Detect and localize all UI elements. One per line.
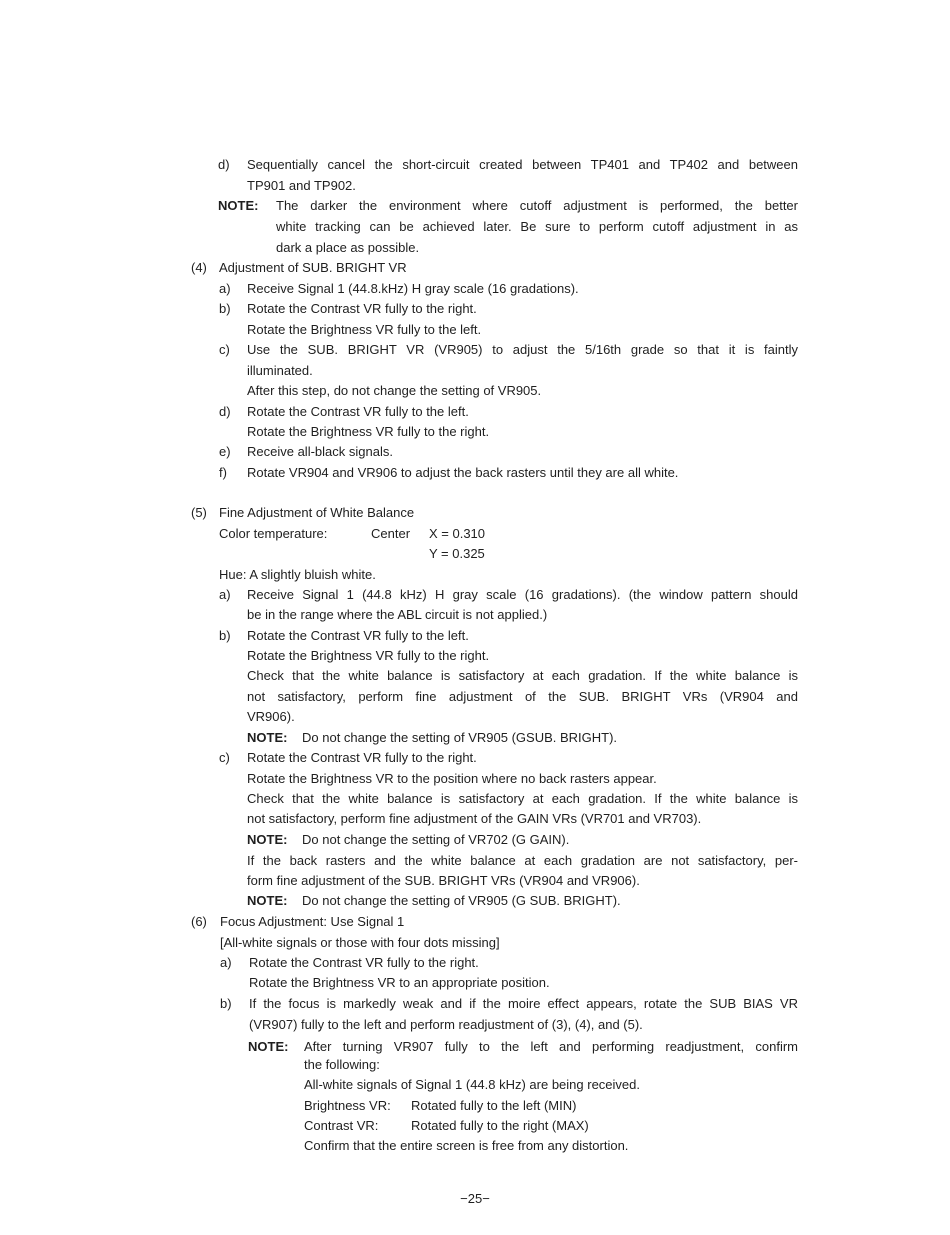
item-label: c) <box>219 342 230 357</box>
note-text: white tracking can be achieved later. Be sure to perform cutoff adjustment in as <box>276 219 798 234</box>
note-text: the following: <box>304 1057 380 1072</box>
note-label: NOTE: <box>247 832 288 847</box>
page-number: −25− <box>460 1191 490 1206</box>
item-text: Rotate the Contrast VR fully to the left. <box>247 628 469 643</box>
item-text: form fine adjustment of the SUB. BRIGHT VRs (VR904 and VR906). <box>247 873 640 888</box>
item-label: d) <box>219 404 231 419</box>
item-label: b) <box>219 301 231 316</box>
item-text: (VR907) fully to the left and perform readjustment of (3), (4), and (5). <box>249 1017 643 1032</box>
item-label: a) <box>219 281 231 296</box>
section-subtitle: [All-white signals or those with four dots missing] <box>220 935 500 950</box>
section-title: Adjustment of SUB. BRIGHT VR <box>219 260 407 275</box>
note-text: Do not change the setting of VR905 (G SUB. BRIGHT). <box>302 893 621 908</box>
item-label: c) <box>219 750 230 765</box>
x-value: X = 0.310 <box>429 526 486 541</box>
item-text: Rotate the Contrast VR fully to the right. <box>249 955 479 970</box>
center-label: Center <box>371 526 411 541</box>
item-text: If the focus is markedly weak and if the moire effect appears, rotate the SUB BIAS VR <box>249 996 798 1011</box>
color-temp-label: Color temperature: <box>219 526 328 541</box>
note-text: The darker the environment where cutoff adjustment is performed, the better <box>276 198 798 213</box>
item-text: Sequentially cancel the short-circuit created between TP401 and TP402 and between <box>247 157 798 172</box>
item-text: illuminated. <box>247 363 313 378</box>
section-title: Focus Adjustment: Use Signal 1 <box>220 914 405 929</box>
item-text: Rotate the Brightness VR fully to the left. <box>247 322 482 337</box>
note-text: Do not change the setting of VR905 (GSUB. BRIGHT). <box>302 730 618 745</box>
item-label: e) <box>219 444 231 459</box>
contrast-value: Rotated fully to the right (MAX) <box>411 1118 589 1133</box>
section-title: Fine Adjustment of White Balance <box>219 505 415 520</box>
note-text: Do not change the setting of VR702 (G GAIN). <box>302 832 570 847</box>
note-label: NOTE: <box>218 198 259 213</box>
item-text: Rotate the Contrast VR fully to the right. <box>247 750 477 765</box>
note-label: NOTE: <box>247 730 288 745</box>
item-label: b) <box>220 996 232 1011</box>
note-label: NOTE: <box>247 893 288 908</box>
note-text: dark a place as possible. <box>276 240 420 255</box>
section-number: (5) <box>191 505 207 520</box>
item-text: Rotate the Brightness VR to an appropriate position. <box>249 975 550 990</box>
item-text: Receive Signal 1 (44.8 kHz) H gray scale (16 gradations). (the window pattern should <box>247 587 798 602</box>
item-text: Receive Signal 1 (44.8.kHz) H gray scale (16 gradations). <box>247 281 579 296</box>
item-text: Rotate the Brightness VR to the position where no back rasters appear. <box>247 771 657 786</box>
item-text: Check that the white balance is satisfactory at each gradation. If the white balance is <box>247 668 798 683</box>
hue-text: Hue: A slightly bluish white. <box>219 567 376 582</box>
item-label: b) <box>219 628 231 643</box>
item-text: Rotate the Brightness VR fully to the right. <box>247 424 490 439</box>
note-label: NOTE: <box>248 1039 289 1054</box>
item-label: a) <box>219 587 231 602</box>
item-text: TP901 and TP902. <box>247 178 356 193</box>
section-number: (4) <box>191 260 207 275</box>
note-text: All-white signals of Signal 1 (44.8 kHz) are being received. <box>304 1077 641 1092</box>
brightness-value: Rotated fully to the left (MIN) <box>411 1098 577 1113</box>
brightness-label: Brightness VR: <box>304 1098 391 1113</box>
item-text: Check that the white balance is satisfactory at each gradation. If the white balance is <box>247 791 798 806</box>
item-text: Rotate VR904 and VR906 to adjust the back rasters until they are all white. <box>247 465 679 480</box>
section-number: (6) <box>191 914 207 929</box>
item-text: not satisfactory, perform fine adjustment of the GAIN VRs (VR701 and VR703). <box>247 811 702 826</box>
item-text: After this step, do not change the setting of VR905. <box>247 383 542 398</box>
item-text: VR906). <box>247 709 295 724</box>
item-label: a) <box>220 955 232 970</box>
item-text: not satisfactory, perform fine adjustment of the SUB. BRIGHT VRs (VR904 and <box>247 689 798 704</box>
item-text: If the back rasters and the white balance at each gradation are not satisfactory, per- <box>247 853 798 868</box>
item-text: Rotate the Contrast VR fully to the left. <box>247 404 469 419</box>
item-label: f) <box>219 465 227 480</box>
note-text: Confirm that the entire screen is free from any distortion. <box>304 1138 629 1153</box>
note-text: After turning VR907 fully to the left and performing readjustment, confirm <box>304 1039 798 1054</box>
item-text: Rotate the Brightness VR fully to the right. <box>247 648 490 663</box>
item-text: Rotate the Contrast VR fully to the right. <box>247 301 477 316</box>
item-text: be in the range where the ABL circuit is not applied.) <box>247 607 548 622</box>
item-label: d) <box>218 157 230 172</box>
y-value: Y = 0.325 <box>429 546 485 561</box>
contrast-label: Contrast VR: <box>304 1118 379 1133</box>
item-text: Use the SUB. BRIGHT VR (VR905) to adjust the 5/16th grade so that it is faintly <box>247 342 798 357</box>
item-text: Receive all-black signals. <box>247 444 393 459</box>
